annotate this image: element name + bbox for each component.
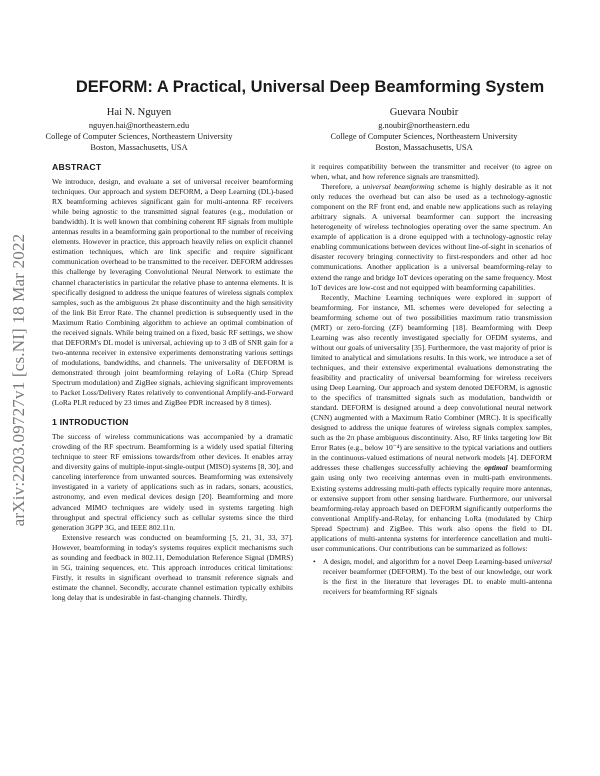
- text-run: receiver beamformer (DEFORM). To the best of our knowledge, our work is the first in the literature that leverages DL to enable multi-antenna receivers for beamforming RF signals: [323, 566, 552, 596]
- text-run: scheme is highly desirable as it not only reduces the overhead but can also be used as a technology-agnostic component on the RF front end, and enable new applications such as relaying arbitrary signals. A universal beamformer can support the increasing heterogeneity of wireless technologies operating over the same spectrum. An example of application is a drone equipped with a technology-agnostic relay enabling communications between devices without line-of-sight in scenarios of disaster recovery bringing connectivity to first-responders and other ad hoc communications. Another application is a universal beamforming-relay to extend the range and bridge IoT devices operating on the same frequency. Most IoT devices are low-cost and not equipped with beamforming capabilities.: [311, 182, 552, 292]
- intro-paragraph-3: it requires compatibility between the transmitter and receiver (to agree on when, what, and how reference signals are transmitted).: [311, 162, 552, 182]
- author-affiliation: College of Computer Sciences, Northeastern University: [45, 132, 233, 142]
- introduction-heading: 1 INTRODUCTION: [52, 417, 129, 428]
- arxiv-identifier: [8, 160, 30, 600]
- intro-paragraph-2: Extensive research was conducted on beamforming [5, 21, 31, 33, 37]. However, beamforming in today's systems requires explicit mechanisms such as sounding and feedback in 802.11, Demodulation Reference Signal (DMRS) in 5G, training sequences, etc. This approach introduces critical limitations: Firstly, it results in significant overhead to transmit reference signals and estimate the channel. Secondly, accurate channel estimation typically exhibits long delay that is undesirable in fast-changing channels. Thirdly,: [52, 532, 293, 602]
- author-block-1: [24, 106, 254, 154]
- author-email: g.noubir@northeastern.edu: [378, 121, 470, 130]
- emphasis-text: optimal: [484, 463, 508, 473]
- left-column: [52, 162, 293, 603]
- intro-paragraph-1: The success of wireless communications was accompanied by a dramatic crowding of the RF spectrum. Beamforming is a widely used spatial filtering technique to steer RF emissions towards/from other devices. It enables array and diversity gains of multiple-input-single-output (MISO) systems [8, 30], and canceling interference from unwanted sources. Beamforming was extensively investigated in a variety of applications such as in radars, sonars, acoustics, astronomy, and even medical devices design [20]. Beamforming and more advanced MIMO techniques are widely used in systems targeting high throughput and spectral efficiency such as cellular systems since the third generation 3GPP 3G, and IEEE 802.11n.: [52, 432, 293, 532]
- arxiv-identifier-text: arXiv:2203.09727v1 [cs.NI] 18 Mar 2022: [9, 233, 28, 527]
- intro-paragraph-4: [311, 182, 552, 293]
- author-affiliation: College of Computer Sciences, Northeastern University: [330, 132, 518, 142]
- author-location: Boston, Massachusetts, USA: [90, 143, 188, 153]
- abstract-heading: ABSTRACT: [52, 162, 102, 172]
- author-name: Guevara Noubir: [389, 107, 459, 118]
- paper-title: DEFORM: A Practical, Universal Deep Beamforming System: [75, 78, 545, 96]
- right-column: [311, 162, 552, 597]
- contributions-list: [311, 557, 552, 597]
- intro-paragraph-5: [311, 293, 552, 554]
- emphasis-text: universal beamforming: [362, 182, 435, 192]
- text-run: Recently, Machine Learning techniques were explored in support of beamforming. For instance, ML schemes were developed for selecting a beamforming scheme out of two possibilities maximum ratio transmission (MRT) or zero-forcing (ZF) beamforming [18]. Beamforming with Deep Learning was also recently investigated specially for OFDM systems, and without our goals of universality [35]. Furthermore, the vast majority of prior is limited to analytical and simulations results. In this work, we introduce a set of techniques, and their extensive experimental evaluations demonstrating the feasibility and practicality of universal beamforming for wireless receivers using Deep Learning. Our approach and system denoted DEFORM, is agnostic to the specifics of transmitted signals such as modulation, bandwidth or standard. DEFORM is designed around a deep convolutional neural network (CNN) augmented with a Maximum Ratio Combiner (MRC). It is specifically designed to address the unique features of wireless signals complex samples, such as the 2π phase ambiguous discontinuity. Also, RF links targeting low Bit Error Rates (e.g., below 10⁻⁴) are sensitive to the typical variations and outliers in the continuous-valued estimations of neural network models [4]. DEFORM addresses these challenges successfully achieving the: [311, 292, 552, 473]
- author-block-2: [309, 106, 539, 154]
- author-name: Hai N. Nguyen: [106, 107, 172, 118]
- text-run: A design, model, and algorithm for a novel Deep Learning-based: [323, 556, 524, 566]
- text-run: Therefore, a: [321, 182, 363, 192]
- abstract-text: We introduce, design, and evaluate a set of universal receiver beamforming techniques. Our approach and system DEFORM, a Deep Learning (DL)-based RX beamforming achieves significant gain for multi-antenna RF receivers while being agnostic to the transmitted signal features (e.g., modulation or bandwidth). It is well known that combining coherent RF signals from multiple antennas results in a beamforming gain proportional to the number of receiving elements. However in practice, this approach heavily relies on explicit channel estimation techniques, which are link specific and require significant communication overhead to be transmitted to the receiver. DEFORM addresses this challenge by leveraging Convolutional Neural Network to estimate the channel characteristics in particular the relative phase to antenna elements. It is specifically designed to address the unique features of wireless signals complex samples, such as the ambiguous 2π phase discontinuity and the high sensitivity of the link Bit Error Rate. The channel prediction is subsequently used in the Maximum Ratio Combining algorithm to achieve an optimal combination of the received signals. While being trained on a fixed, basic RF settings, we show that DEFORM's DL model is universal, achieving up to 3 dB of SNR gain for a two-antenna receiver in extensive experiments demonstrating various settings of modulations, bandwidths, and channels. The universality of DEFORM is demonstrated through joint beamforming relaying of LoRa (Chirp Spread Spectrum modulation) and ZigBee signals, achieving significant improvements to Packet Loss/Delivery Rates relatively to conventional Amplify-and-Forward (LoRa PLR reduced by 23 times and ZigBee PDR increased by 8 times).: [52, 177, 293, 408]
- text-run: beamforming gain using only two receiving antennas even in multi-path environments. Existing systems addressing multi-path effects typically require more antennas, or extensive support from other sensing hardware. Furthermore, our universal beamforming-relay approach based on DEFORM significantly outperforms the conventional Amplify-and-Relay, for enhancing LoRa (modulated by Chirp Spread Spectrum) and ZigBee. This work also opens the field to DL applications of multi-antenna systems for interference cancellation and multi-user communications. Our contributions can be summarized as follows:: [311, 463, 552, 553]
- list-item: [311, 557, 552, 597]
- author-email: nguyen.hai@northeastern.edu: [88, 121, 190, 130]
- author-location: Boston, Massachusetts, USA: [375, 143, 473, 153]
- emphasis-text: universal: [523, 556, 552, 566]
